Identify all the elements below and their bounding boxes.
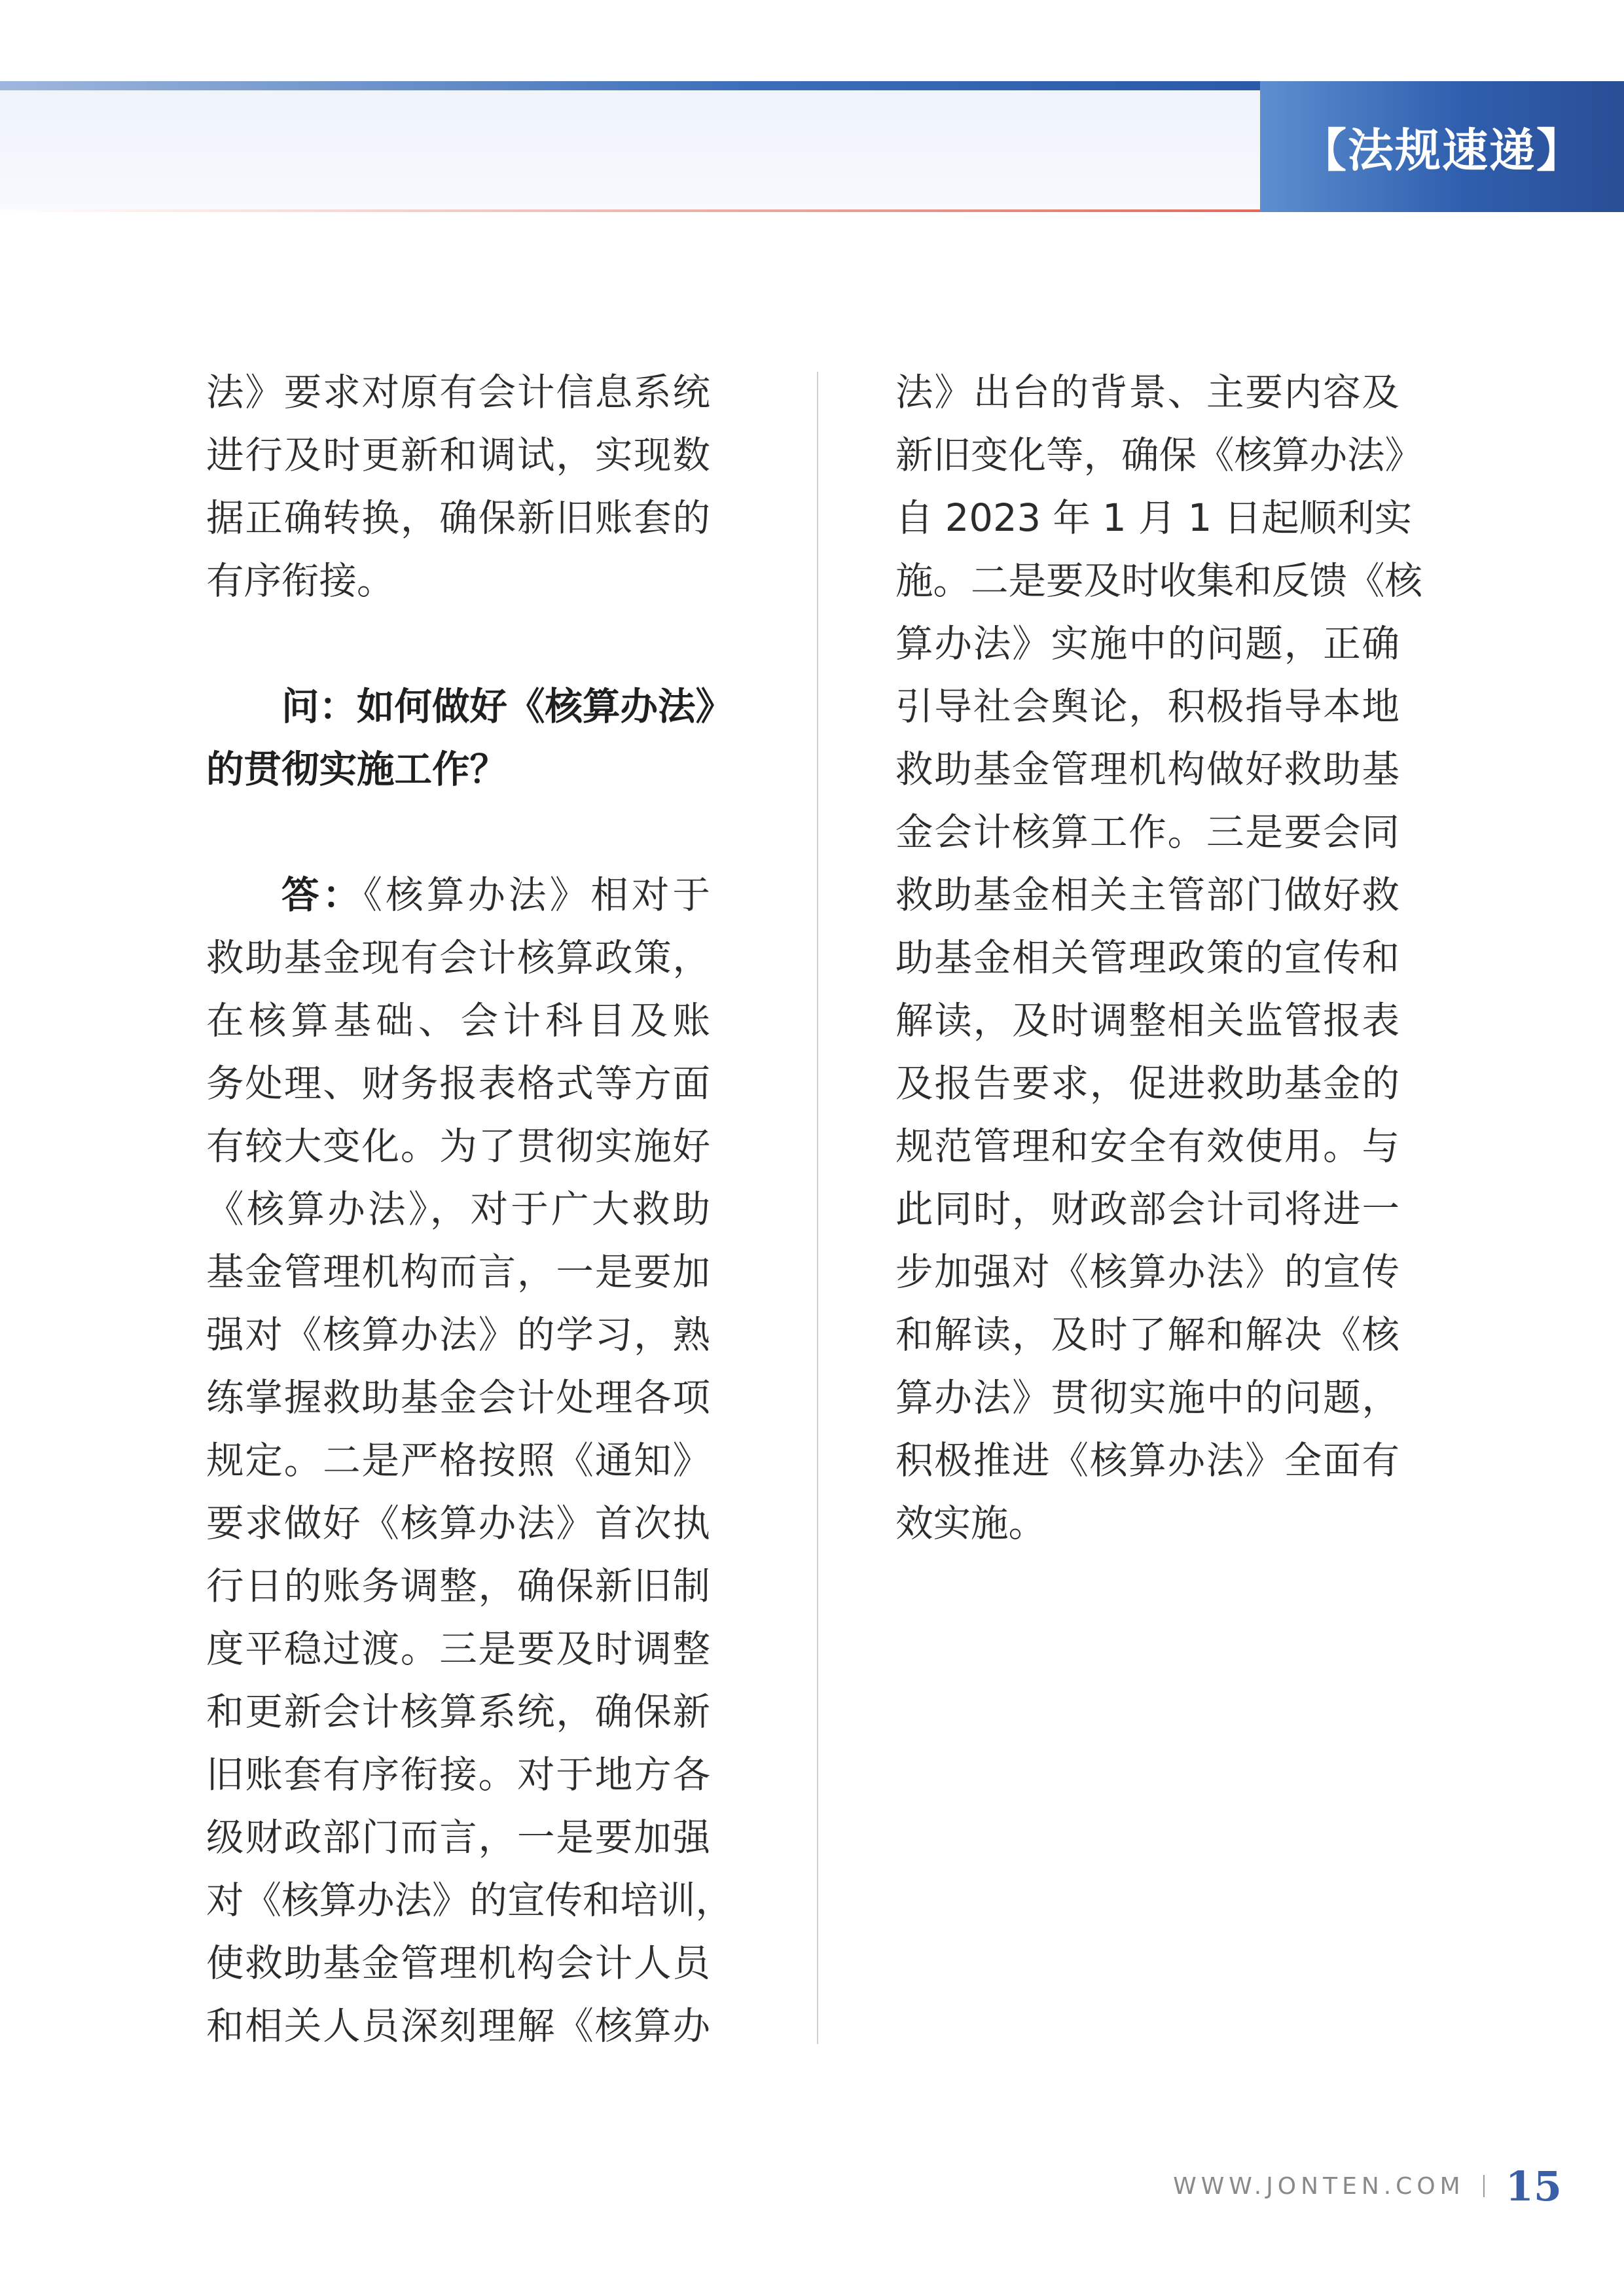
- text-line: 基金管理机构而言，一是要加: [206, 1250, 710, 1294]
- question-line: 的贯彻实施工作？: [206, 747, 507, 791]
- text-line: 规定。二是严格按照《通知》: [206, 1439, 710, 1482]
- text-line: 新旧变化等，确保《核算办法》: [895, 433, 1422, 477]
- text-line: 和相关人员深刻理解《核算办: [206, 2004, 710, 2048]
- answer-label: 答：: [281, 873, 364, 917]
- text-line: 级财政部门而言，一是要加强: [206, 1816, 710, 1859]
- footer-separator: [1483, 2175, 1485, 2197]
- text-line: 解读，及时调整相关监管报表: [895, 999, 1399, 1043]
- answer-first-text: 《核算办法》相对于: [363, 873, 710, 917]
- text-line: 施。二是要及时收集和反馈《核: [895, 559, 1422, 603]
- column-divider: [817, 372, 818, 2044]
- text-line: 在核算基础、会计科目及账: [206, 999, 710, 1043]
- page-number: 15: [1505, 2162, 1562, 2210]
- text-line: 和解读，及时了解和解决《核: [895, 1313, 1399, 1357]
- header-bottom-rule: [0, 209, 1260, 212]
- question-heading: [206, 675, 733, 801]
- text-line: 引导社会舆论，积极指导本地: [895, 685, 1399, 728]
- answer-first-line: [206, 864, 710, 927]
- text-line: 练掌握救助基金会计处理各项: [206, 1376, 710, 1420]
- text-line: 及报告要求，促进救助基金的: [895, 1062, 1399, 1105]
- text-line: 使救助基金管理机构会计人员: [206, 1941, 710, 1985]
- text-line: 进行及时更新和调试，实现数: [206, 433, 710, 477]
- text-line: 算办法》贯彻实施中的问题，: [895, 1376, 1399, 1420]
- text-line: 《核算办法》，对于广大救助: [206, 1187, 710, 1231]
- text-line: 法》出台的背景、主要内容及: [895, 370, 1399, 414]
- left-column: [206, 361, 733, 2058]
- text-line: 务处理、财务报表格式等方面: [206, 1062, 710, 1105]
- text-line: 助基金相关管理政策的宣传和: [895, 936, 1399, 980]
- text-line: 效实施。: [895, 1501, 1046, 1545]
- text-line: 积极推进《核算办法》全面有: [895, 1439, 1399, 1482]
- section-tag-label: 【法规速递】: [1301, 122, 1583, 177]
- text-line: 此同时，财政部会计司将进一: [895, 1187, 1399, 1231]
- text-line: 度平稳过渡。三是要及时调整: [206, 1627, 710, 1671]
- text-line: 旧账套有序衔接。对于地方各: [206, 1753, 710, 1797]
- text-line: 有序衔接。: [206, 559, 395, 603]
- text-line: 救助基金现有会计核算政策，: [206, 936, 710, 980]
- paragraph-intro: [206, 361, 710, 613]
- text-line: 据正确转换，确保新旧账套的: [206, 496, 710, 540]
- header-band: [0, 81, 1260, 212]
- text-line: 对《核算办法》的宣传和培训，: [206, 1878, 733, 1922]
- text-line: 步加强对《核算办法》的宣传: [895, 1250, 1399, 1294]
- section-tag: [1260, 81, 1624, 212]
- text-line: 救助基金管理机构做好救助基: [895, 747, 1399, 791]
- text-line: 算办法》实施中的问题，正确: [895, 622, 1399, 666]
- text-line: 行日的账务调整，确保新旧制: [206, 1564, 710, 1608]
- website-url: WWW.JONTEN.COM: [1173, 2172, 1465, 2200]
- text-line: 和更新会计核算系统，确保新: [206, 1690, 710, 1734]
- question-line: 问：如何做好《核算办法》: [281, 685, 733, 728]
- text-line: 要求做好《核算办法》首次执: [206, 1501, 710, 1545]
- text-line: 金会计核算工作。三是要会同: [895, 810, 1399, 854]
- answer-paragraph: [206, 864, 733, 2058]
- text-line: 有较大变化。为了贯彻实施好: [206, 1124, 710, 1168]
- text-line: 强对《核算办法》的学习，熟: [206, 1313, 710, 1357]
- text-line: 自 2023 年 1 月 1 日起顺利实: [895, 496, 1413, 540]
- page-footer: [1173, 2160, 1562, 2212]
- header-top-rule: [0, 81, 1260, 90]
- text-line: 法》要求对原有会计信息系统: [206, 370, 710, 414]
- text-line: 规范管理和安全有效使用。与: [895, 1124, 1399, 1168]
- text-line: 救助基金相关主管部门做好救: [895, 873, 1399, 917]
- right-column: [895, 361, 1422, 1555]
